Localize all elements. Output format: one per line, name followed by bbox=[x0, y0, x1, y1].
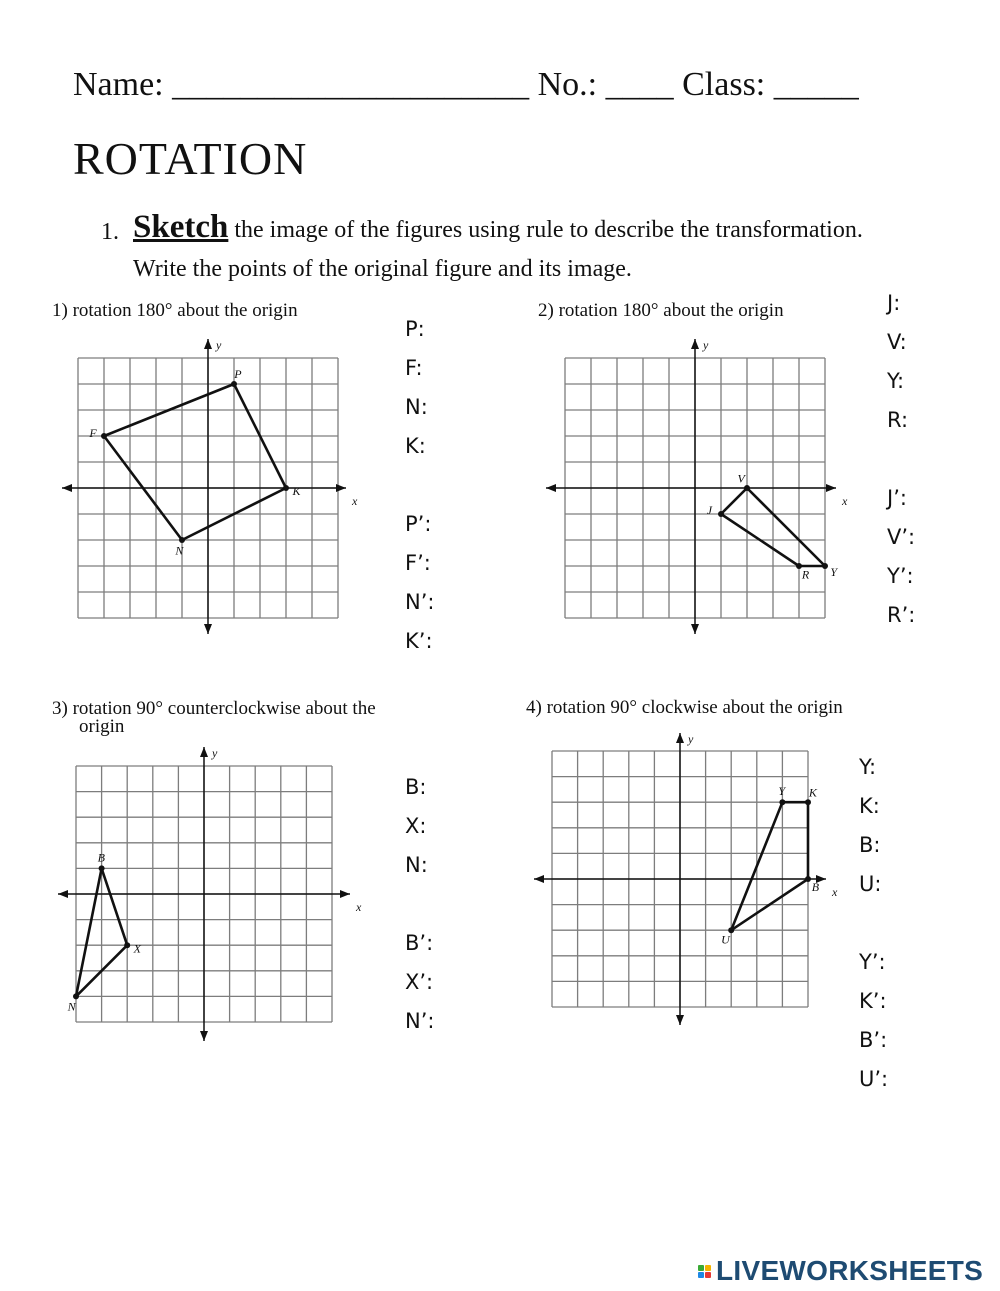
problem-3-title-line1: 3) rotation 90° counterclockwise about the bbox=[52, 698, 376, 719]
vertex-label-n: N bbox=[67, 999, 76, 1014]
answer-label-n[interactable]: N: bbox=[405, 395, 428, 419]
vertex-label-b: B bbox=[811, 879, 820, 894]
answer-label-y-prime[interactable]: Y’: bbox=[859, 950, 886, 974]
answer-label-b-prime[interactable]: B’: bbox=[405, 931, 434, 955]
vertex-label-k: K bbox=[292, 484, 301, 499]
instruction-subtext: Write the points of the original figure and its image. bbox=[133, 256, 632, 282]
answer-label-k-prime[interactable]: K’: bbox=[859, 989, 887, 1013]
logo-square-icon bbox=[698, 1265, 704, 1271]
y-axis-label: y bbox=[688, 732, 694, 746]
x-axis-left-arrow-icon bbox=[534, 875, 544, 883]
answer-label-k-prime[interactable]: K’: bbox=[405, 629, 433, 653]
problem-4-point-list bbox=[859, 748, 888, 1099]
answer-label-n-prime[interactable]: N’: bbox=[405, 590, 435, 614]
logo-mark-icon bbox=[698, 1265, 711, 1278]
logo-square-icon bbox=[705, 1272, 711, 1278]
answer-label-y[interactable]: Y: bbox=[887, 369, 905, 393]
liveworksheets-logo[interactable] bbox=[698, 1255, 983, 1287]
vertex-label-k: K bbox=[808, 785, 817, 800]
vertex-label-p: P bbox=[234, 366, 242, 381]
student-info-line: Name: _____________________ No.: ____ Class: _____ bbox=[73, 66, 859, 103]
answer-label-f-prime[interactable]: F’: bbox=[405, 551, 431, 575]
logo-brand-text: LIVEWORKSHEETS bbox=[716, 1255, 984, 1286]
y-axis-label: y bbox=[216, 338, 222, 352]
answer-label-u[interactable]: U: bbox=[859, 872, 882, 896]
problem-1-title: 1) rotation 180° about the origin bbox=[52, 300, 298, 321]
vertex-label-n: N bbox=[175, 543, 184, 558]
logo-square-icon bbox=[698, 1272, 704, 1278]
answer-label-p-prime[interactable]: P’: bbox=[405, 512, 432, 536]
answer-label-k[interactable]: K: bbox=[859, 794, 880, 818]
problem-3-title-line2: origin bbox=[79, 716, 125, 737]
instruction-keyword: Sketch bbox=[133, 209, 229, 245]
x-axis-label: x bbox=[842, 494, 848, 508]
vertex-label-f: F bbox=[89, 426, 97, 441]
page-title: ROTATION bbox=[73, 133, 308, 184]
problem-2-title: 2) rotation 180° about the origin bbox=[538, 300, 784, 321]
problem-4-title: 4) rotation 90° clockwise about the origin bbox=[526, 697, 843, 718]
answer-label-n[interactable]: N: bbox=[405, 853, 428, 877]
answer-label-y-prime[interactable]: Y’: bbox=[887, 564, 914, 588]
answer-label-j-prime[interactable]: J’: bbox=[887, 486, 907, 510]
answer-label-b[interactable]: B: bbox=[405, 775, 427, 799]
vertex-label-j: J bbox=[706, 503, 713, 518]
y-axis-label: y bbox=[212, 746, 218, 760]
answer-label-j[interactable]: J: bbox=[887, 291, 901, 315]
answer-label-v[interactable]: V: bbox=[887, 330, 907, 354]
y-axis-up-arrow-icon bbox=[676, 733, 684, 743]
x-axis-label: x bbox=[352, 494, 358, 508]
vertex-b bbox=[805, 876, 811, 882]
answer-label-b-prime[interactable]: B’: bbox=[859, 1028, 888, 1052]
question-number: 1. bbox=[101, 219, 119, 245]
answer-label-y[interactable]: Y: bbox=[859, 755, 877, 779]
answer-label-p[interactable]: P: bbox=[405, 317, 425, 341]
answer-label-x-prime[interactable]: X’: bbox=[405, 970, 434, 994]
vertex-label-v: V bbox=[737, 471, 745, 486]
answer-label-f[interactable]: F: bbox=[405, 356, 423, 380]
vertex-y bbox=[779, 799, 785, 805]
answer-label-x[interactable]: X: bbox=[405, 814, 427, 838]
x-axis-label: x bbox=[832, 885, 838, 899]
answer-label-v-prime[interactable]: V’: bbox=[887, 525, 916, 549]
answer-label-r[interactable]: R: bbox=[887, 408, 909, 432]
vertex-label-u: U bbox=[721, 932, 730, 947]
vertex-k bbox=[805, 799, 811, 805]
answer-label-k[interactable]: K: bbox=[405, 434, 426, 458]
logo-square-icon bbox=[705, 1265, 711, 1271]
x-axis-label: x bbox=[356, 900, 362, 914]
vertex-label-y: Y bbox=[830, 564, 838, 579]
y-axis-label: y bbox=[703, 338, 709, 352]
y-axis-down-arrow-icon bbox=[676, 1015, 684, 1025]
vertex-label-x: X bbox=[133, 941, 141, 956]
vertex-label-y: Y bbox=[778, 784, 786, 799]
answer-label-r-prime[interactable]: R’: bbox=[887, 603, 916, 627]
vertex-label-b: B bbox=[97, 850, 105, 865]
answer-label-n-prime[interactable]: N’: bbox=[405, 1009, 435, 1033]
answer-label-u-prime[interactable]: U’: bbox=[859, 1067, 889, 1091]
figure-polygon bbox=[731, 802, 808, 930]
instruction-text: the image of the figures using rule to describe the transformation. bbox=[234, 217, 863, 243]
answer-label-b[interactable]: B: bbox=[859, 833, 881, 857]
vertex-label-r: R bbox=[801, 567, 810, 582]
